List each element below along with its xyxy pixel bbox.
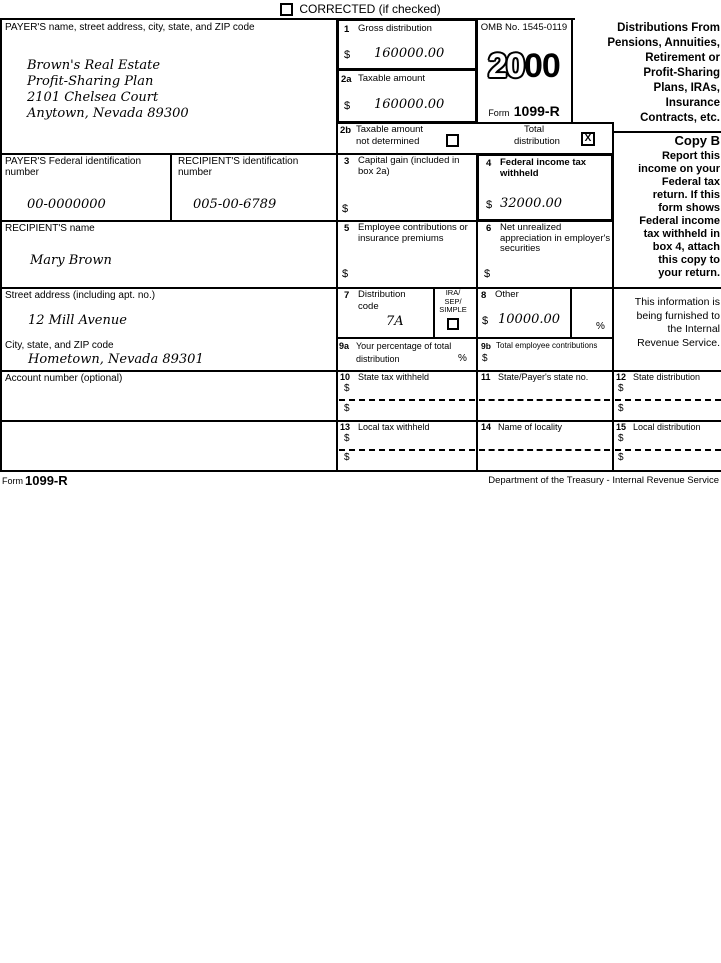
box10-number: 10 [340, 372, 351, 382]
box6-number: 6 [486, 223, 492, 234]
box7-number: 7 [344, 290, 350, 301]
furnished-line: This information is [634, 296, 720, 308]
box10-dollar-top: $ [344, 383, 350, 394]
box3-dollar-sign: $ [342, 203, 349, 215]
border-line [570, 287, 572, 339]
instruction-line: return. If this [652, 189, 720, 201]
payer-fed-id-label: PAYER'S Federal identification number [5, 156, 142, 178]
border-line [0, 18, 575, 20]
box6-label: Net unrealized appreciation in employer's securities [500, 222, 611, 254]
tax-year [478, 48, 570, 84]
corrected-checkbox[interactable] [280, 3, 293, 16]
box1-label: Gross distribution [358, 23, 432, 34]
recipient-id-label: RECIPIENT'S identification number [178, 156, 299, 178]
form-title-line: Insurance [665, 97, 720, 109]
box4-value: 32000.00 [500, 196, 563, 211]
box12-dollar-top: $ [618, 383, 624, 394]
copy-b-label: Copy B [674, 133, 720, 148]
dashed-line [479, 399, 610, 401]
box12-label: State distribution [633, 372, 701, 382]
box5-number: 5 [344, 223, 350, 234]
total-distribution-checkmark: X [584, 133, 592, 144]
box9a-number: 9a [339, 341, 350, 351]
border-line [170, 153, 172, 222]
omb-form-number: 1099-R [513, 103, 560, 119]
box7-label-line1: Distribution [358, 289, 406, 300]
instruction-line: Federal tax [661, 176, 720, 188]
form-title [576, 21, 720, 126]
box15-label: Local distribution [633, 422, 701, 432]
instruction-line: tax withheld in [643, 228, 720, 240]
payer-name-value [27, 58, 189, 122]
payer-line: Profit-Sharing Plan [27, 74, 154, 89]
box1-value: 160000.00 [374, 46, 445, 61]
payer-line: Anytown, Nevada 89300 [27, 106, 189, 121]
border-line [336, 337, 614, 339]
box4-label: Federal income tax withheld [500, 157, 587, 179]
box4-dollar-sign: $ [486, 199, 493, 211]
ira-label-line: IRA/ [445, 288, 461, 297]
dashed-line [615, 399, 721, 401]
box10-dollar-bottom: $ [344, 403, 350, 414]
box9a-label-line2: distribution [356, 354, 400, 364]
box9b-number: 9b [481, 341, 491, 351]
form-title-line: Contracts, etc. [640, 112, 720, 124]
furnished-line: Revenue Service. [637, 336, 720, 349]
recipient-name-label: RECIPIENT'S name [5, 223, 95, 234]
ira-sep-simple-label [434, 289, 472, 315]
furnished-line: the Internal [667, 323, 720, 335]
furnished-notice [610, 296, 720, 350]
box2b-number: 2b [340, 125, 352, 136]
instruction-line: income on your [638, 163, 720, 175]
furnished-line: being furnished to [636, 309, 720, 322]
instruction-line: your return. [658, 267, 720, 279]
ira-label-line: SIMPLE [439, 305, 467, 314]
payer-line: 2101 Chelsea Court [27, 90, 159, 105]
tax-year-solid-digits: 00 [524, 47, 560, 85]
omb-form-title [478, 103, 570, 121]
box2a-dollar-sign: $ [344, 100, 351, 112]
box2a-value: 160000.00 [374, 97, 445, 112]
box8-number: 8 [481, 290, 487, 301]
footer-form-word: Form [2, 476, 23, 486]
box15-dollar-bottom: $ [618, 452, 624, 463]
form-title-line: Pensions, Annuities, [607, 37, 720, 49]
box12-number: 12 [616, 372, 627, 382]
box15-dollar-top: $ [618, 433, 624, 444]
ira-sep-simple-checkbox[interactable] [447, 318, 459, 330]
border-line [571, 18, 573, 124]
box13-dollar-top: $ [344, 433, 350, 444]
form-title-line: Plans, IRAs, [653, 82, 720, 94]
payer-line: Brown's Real Estate [27, 58, 161, 73]
box1-number: 1 [344, 24, 350, 35]
recipient-name-value: Mary Brown [30, 253, 112, 268]
box14-label: Name of locality [498, 422, 563, 432]
box5-label: Employee contributions or insurance premiums [358, 222, 468, 244]
form-title-line: Retirement or [645, 52, 720, 64]
box11-number: 11 [481, 372, 491, 382]
instruction-line: Report this [661, 150, 720, 162]
box3-number: 3 [344, 156, 350, 167]
box7-label-line2: code [358, 301, 379, 312]
recipient-id-value: 005-00-6789 [193, 197, 277, 212]
box8-dollar-sign: $ [482, 315, 489, 327]
total-distribution-label-line1: Total [524, 124, 545, 135]
dashed-line [339, 399, 475, 401]
copy-b-instructions [614, 150, 720, 280]
box3-label: Capital gain (included in box 2a) [358, 155, 460, 177]
instruction-line: form shows [658, 202, 720, 214]
payer-fed-id-value: 00-0000000 [27, 197, 106, 212]
box14-number: 14 [481, 422, 492, 432]
box13-label: Local tax withheld [358, 422, 430, 432]
box8-label: Other [495, 289, 519, 300]
city-state-zip-label: City, state, and ZIP code [5, 340, 114, 351]
box8-value: 10000.00 [498, 312, 561, 327]
border-line [0, 18, 2, 472]
total-distribution-checkbox[interactable] [581, 132, 595, 146]
box9b-dollar-sign: $ [482, 353, 488, 364]
dashed-line [339, 449, 475, 451]
footer-agency: Department of the Treasury - Internal Revenue Service [488, 475, 719, 486]
box2a-label: Taxable amount [358, 73, 426, 84]
taxable-not-determined-checkbox[interactable] [446, 134, 459, 147]
corrected-row [0, 0, 721, 18]
box9a-percent-sign: % [458, 353, 467, 364]
box7-distribution-code-value: 7A [386, 314, 404, 329]
border-line [476, 220, 478, 472]
dashed-line [615, 449, 721, 451]
city-state-zip-value: Hometown, Nevada 89301 [28, 352, 204, 367]
account-number-label: Account number (optional) [5, 373, 123, 384]
form-title-line: Distributions From [617, 22, 720, 34]
box5-dollar-sign: $ [342, 268, 349, 280]
form-title-line: Profit-Sharing [643, 67, 720, 79]
omb-form-word: Form [488, 108, 510, 118]
instruction-line: this copy to [658, 254, 720, 266]
box11-label: State/Payer's state no. [498, 372, 589, 382]
street-address-value: 12 Mill Avenue [28, 313, 127, 328]
box2b-label-line1: Taxable amount [356, 124, 424, 135]
box8-percent-sign: % [596, 321, 605, 332]
box4-number: 4 [486, 158, 492, 169]
box13-number: 13 [340, 422, 351, 432]
street-address-label: Street address (including apt. no.) [5, 290, 156, 301]
box12-dollar-bottom: $ [618, 403, 624, 414]
omb-number: OMB No. 1545-0119 [480, 22, 568, 33]
box2b-label-line2: not determined [356, 136, 420, 147]
instruction-line: box 4, attach [652, 241, 720, 253]
box2a-number: 2a [341, 74, 352, 85]
footer-form-number: 1099-R [25, 473, 68, 488]
box10-label: State tax withheld [358, 372, 430, 382]
payer-name-label: PAYER'S name, street address, city, state, and ZIP code [5, 22, 255, 33]
box9b-label: Total employee contributions [496, 341, 598, 350]
box6-dollar-sign: $ [484, 268, 491, 280]
total-distribution-label-line2: distribution [514, 136, 560, 147]
box13-dollar-bottom: $ [344, 452, 350, 463]
tax-year-outline-digits: 20 [488, 47, 524, 85]
instruction-line: Federal income [639, 215, 720, 227]
dashed-line [479, 449, 610, 451]
box15-number: 15 [616, 422, 627, 432]
box9a-label-line1: Your percentage of total [356, 341, 452, 351]
corrected-label: CORRECTED (if checked) [299, 2, 441, 16]
ira-label-line: SEP/ [444, 296, 462, 306]
box1-dollar-sign: $ [344, 49, 351, 61]
